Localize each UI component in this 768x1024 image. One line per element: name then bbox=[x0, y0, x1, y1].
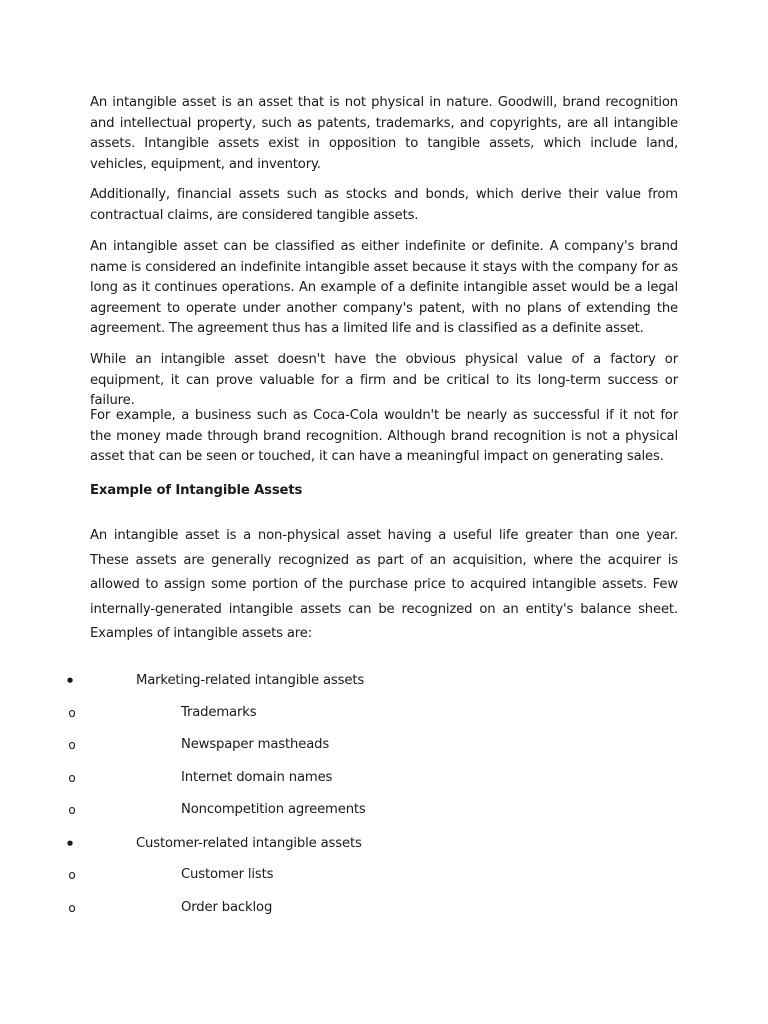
list-item bbox=[0, 671, 768, 691]
bullet-marker: • bbox=[65, 835, 75, 853]
list-item-text: Newspaper mastheads bbox=[181, 737, 330, 752]
list-item-text: Trademarks bbox=[181, 705, 257, 720]
list-item bbox=[0, 703, 768, 723]
bullet-marker: o bbox=[68, 738, 76, 752]
list-item-text: Customer lists bbox=[181, 867, 274, 882]
bullet-marker: o bbox=[68, 706, 76, 720]
list-item bbox=[0, 834, 768, 854]
paragraph-value: While an intangible asset doesn't have the obvious physical value of a factory or equipment, it can prove valuable for a firm and be critical to its long-term success or failure. bbox=[90, 352, 678, 408]
list-item-text: Internet domain names bbox=[181, 770, 333, 785]
list-item bbox=[0, 735, 768, 755]
paragraph-examples-intro: An intangible asset is a non-physical asset having a useful life greater than one year. These assets are generally recognized as part of an acquisition, where the acquirer is allowed to assign some portion of the purchase price to acquired intangible assets. Few internally-generated intangible assets can be recognized on an entity's balance sheet. Examples of intangible assets are: bbox=[90, 528, 678, 642]
section-heading: Example of Intangible Assets bbox=[90, 483, 303, 498]
bullet-marker: o bbox=[68, 901, 76, 915]
bullet-marker: o bbox=[68, 868, 76, 882]
list-item bbox=[0, 768, 768, 788]
list-item bbox=[0, 898, 768, 918]
paragraph-definition: An intangible asset is an asset that is not physical in nature. Goodwill, brand recognition and intellectual property, such as patents, trademarks, and copyrights, are all intangible assets. Intangible assets exist in opposition to tangible assets, which include land, vehicles, equipment, and inventory. bbox=[90, 95, 678, 172]
list-item-text: Order backlog bbox=[181, 900, 273, 915]
paragraph-classification: An intangible asset can be classified as either indefinite or definite. A company's brand name is considered an indefinite intangible asset because it stays with the company for as long as it continues operations. An example of a definite intangible asset would be a legal agreement to operate under another company's patent, with no plans of extending the agreement. The agreement thus has a limited life and is classified as a definite asset. bbox=[90, 239, 678, 336]
paragraph-example-coca-cola: For example, a business such as Coca-Cola wouldn't be nearly as successful if it not for the money made through brand recognition. Although brand recognition is not a physical asset that can be seen or touched, it can have a meaningful impact on generating sales. bbox=[90, 408, 678, 464]
list-item-text: Customer-related intangible assets bbox=[136, 836, 362, 851]
bullet-marker: o bbox=[68, 771, 76, 785]
list-item bbox=[0, 865, 768, 885]
list-item bbox=[0, 800, 768, 820]
list-item-text: Noncompetition agreements bbox=[181, 802, 366, 817]
bullet-marker: o bbox=[68, 803, 76, 817]
bullet-marker: • bbox=[65, 672, 75, 690]
paragraph-financial-assets: Additionally, financial assets such as stocks and bonds, which derive their value from contractual claims, are considered tangible assets. bbox=[90, 187, 678, 223]
list-item-text: Marketing-related intangible assets bbox=[136, 673, 365, 688]
